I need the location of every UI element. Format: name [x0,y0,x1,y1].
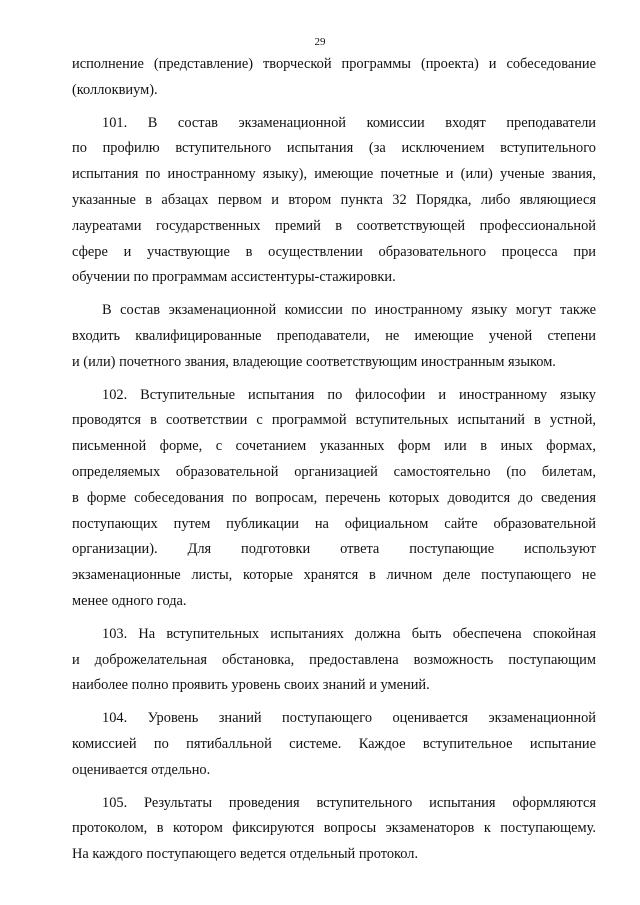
text-line: обучении по программам ассистентуры-стажировки. [72,269,396,286]
text-line: экзаменационные листы, которые хранятся в личном деле поступающего не [72,567,596,584]
text-line: определяемых образовательной организацией самостоятельно (по билетам, [72,463,596,480]
text-line: протоколом, в котором фиксируются вопросы экзаменаторов к поступающему. [72,820,596,837]
text-line: входить квалифицированные преподаватели, не имеющие ученой степени [72,327,596,344]
page-number: 29 [314,36,326,48]
text-line: указанные в абзацах первом и втором пункта 32 Порядка, либо являющиеся [72,191,596,208]
paragraph [72,298,596,375]
text-line: в форме собеседования по вопросам, перечень которых доводится до сведения [72,489,596,506]
text-line: испытания по иностранному языку), имеющие почетные и (или) ученые звания, [72,166,596,183]
text-line: и (или) почетного звания, владеющие соответствующим иностранным языком. [72,353,556,370]
text-line: оценивается отдельно. [72,761,211,778]
text-line: 101. В состав экзаменационной комиссии входят преподаватели [102,114,596,131]
text-line: менее одного года. [72,592,187,609]
text-line: наиболее полно проявить уровень своих знаний и умений. [72,677,430,694]
paragraph [72,52,596,104]
text-line: проводятся в соответствии с программой вступительных испытаний в устной, [72,412,596,429]
document-body [72,52,596,868]
paragraph [72,383,596,615]
text-line: сфере и участвующие в осуществлении образовательного процесса при [72,243,596,260]
text-line: В состав экзаменационной комиссии по иностранному языку могут также [102,302,596,319]
text-line: На каждого поступающего ведется отдельный протокол. [72,846,419,863]
text-line: по профилю вступительного испытания (за исключением вступительного [72,140,596,157]
paragraph [72,706,596,783]
paragraph [72,791,596,868]
text-line: лауреатами государственных премий в соответствующей профессиональной [72,217,596,234]
text-line: 102. Вступительные испытания по философии и иностранному языку [102,386,596,403]
paragraph [72,111,596,292]
text-line: 103. На вступительных испытаниях должна быть обеспечена спокойная [102,625,596,642]
paragraph [72,622,596,699]
text-line: исполнение (представление) творческой программы (проекта) и собеседование [72,56,596,72]
text-line: организации). Для подготовки ответа поступающие используют [72,541,596,558]
text-line: комиссией по пятибалльной системе. Каждое вступительное испытание [72,735,596,752]
text-line: поступающих путем публикации на официальном сайте образовательной [72,515,596,532]
text-line: (коллоквиум). [72,81,158,98]
text-line: 104. Уровень знаний поступающего оценивается экзаменационной [102,710,596,727]
text-line: письменной форме, с сочетанием указанных форм или в иных формах, [72,438,596,455]
text-line: 105. Результаты проведения вступительного испытания оформляются [102,794,596,811]
text-line: и доброжелательная обстановка, предоставлена возможность поступающим [72,651,596,668]
